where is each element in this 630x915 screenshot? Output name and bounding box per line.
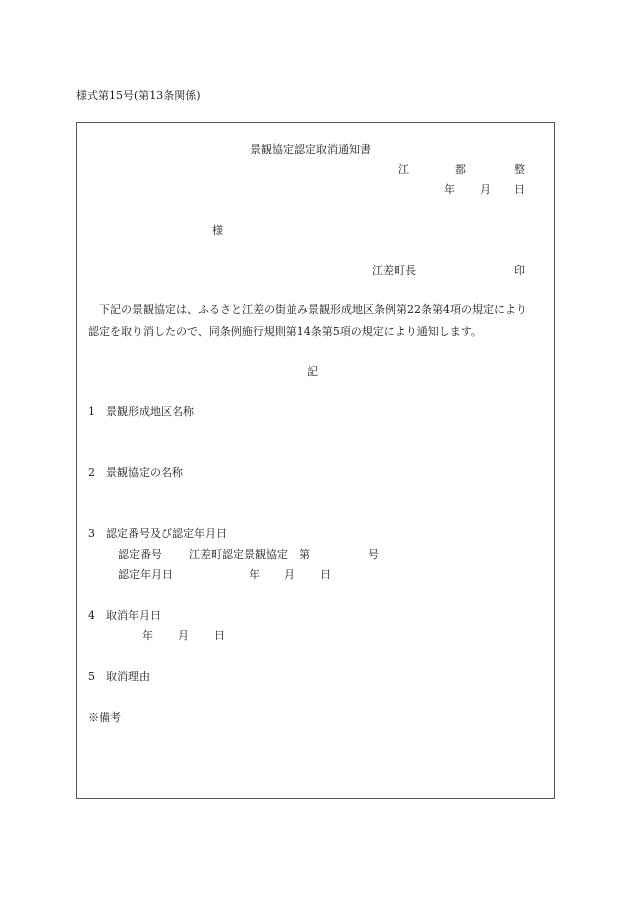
item-4-label: 取消年月日	[106, 609, 161, 622]
item-3-label: 認定番号及び認定年月日	[106, 527, 227, 540]
ki-heading: 記	[307, 365, 318, 378]
notice-body	[88, 299, 528, 343]
cert-number-label: 認定番号	[118, 548, 162, 561]
doc-number-char-3: 整	[514, 163, 525, 176]
issuer-name: 江差町長	[372, 264, 416, 277]
item-2-label: 景観協定の名称	[106, 466, 183, 479]
notice-body-text: 下記の景観協定は、ふるさと江差の街並み景観形成地区条例第22条第4項の規定により認定を取り消したので、同条例施行規則第14条第5項の規定により通知します。	[88, 303, 527, 338]
cert-number-suffix: 号	[368, 548, 379, 561]
addressee-suffix: 様	[212, 224, 223, 237]
item-4-number: 4	[88, 609, 95, 622]
revocation-date-month: 月	[178, 629, 189, 642]
cert-number-prefix: 江差町認定景観協定 第	[189, 548, 310, 561]
revocation-date-year: 年	[142, 629, 153, 642]
form-number: 様式第15号(第13条関係)	[76, 89, 201, 102]
date-month: 月	[480, 183, 491, 196]
doc-number-char-2: 都	[455, 163, 466, 176]
item-1-label: 景観形成地区名称	[106, 405, 194, 418]
item-3-number: 3	[88, 527, 95, 540]
cert-date-day: 日	[320, 568, 331, 581]
remarks-label: ※備考	[88, 711, 121, 724]
cert-date-label: 認定年月日	[118, 568, 173, 581]
document-title: 景観協定認定取消通知書	[250, 143, 371, 156]
cert-date-year: 年	[249, 568, 260, 581]
date-day: 日	[514, 183, 525, 196]
doc-number-char-1: 江	[398, 163, 409, 176]
item-1-number: 1	[88, 405, 95, 418]
revocation-date-day: 日	[214, 629, 225, 642]
item-5-label: 取消理由	[106, 670, 150, 683]
cert-date-month: 月	[284, 568, 295, 581]
issuer-seal: 印	[514, 264, 525, 277]
item-2-number: 2	[88, 466, 95, 479]
item-5-number: 5	[88, 670, 95, 683]
form-frame	[76, 122, 555, 799]
date-year: 年	[444, 183, 455, 196]
